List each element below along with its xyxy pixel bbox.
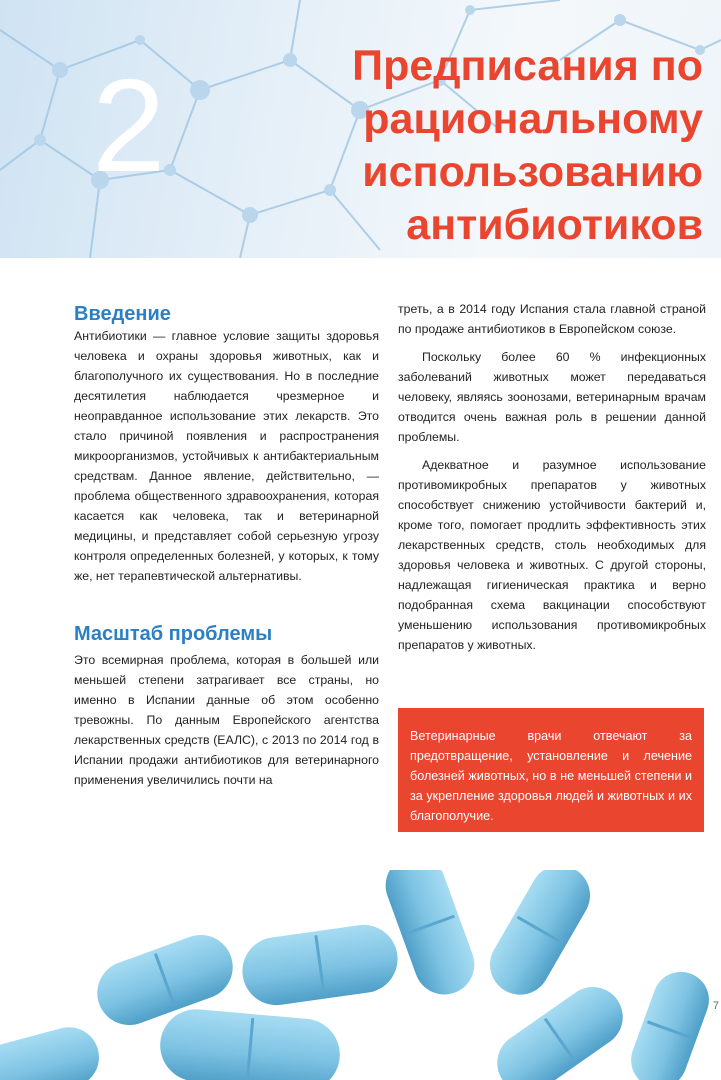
pills-illustration	[0, 870, 721, 1080]
callout-box	[398, 708, 704, 832]
title-line: Предписания по	[352, 42, 703, 90]
right-paragraph: треть, а в 2014 году Испания стала главной страной по продаже антибиотиков в Европейском союзе.	[398, 302, 706, 336]
pill-icon	[0, 1020, 106, 1080]
right-paragraph: Поскольку более 60 % инфекционных заболеваний животных может передаваться человеку, являясь зоонозами, ветеринарным врачам отводится очень важная роль в решении данной проблемы.	[398, 350, 706, 444]
intro-paragraph: Антибиотики — главное условие защиты здоровья человека и охраны здоровья животных, как и благополучного их существования. Но в последние десятилетия наблюдается чрезмерное и неоправданное использование этих лекарств. Это стало причиной появления и распространения микроорганизмов, устойчивых к антибактериальным средствам. Данное явление, действительно, —проблема общественного здравоохранения, которая касается как человека, так и ветеринарной медицины, и представляет собой серьезную угрозу контроля определенных болезней, у которых, к тому же, нет терапевтической альтернативы.	[74, 329, 379, 583]
pill-icon	[623, 964, 717, 1080]
title-line: антибиотиков	[406, 200, 703, 249]
pill-icon	[157, 1006, 343, 1080]
left-column	[74, 302, 379, 790]
callout-text: Ветеринарные врачи отвечают за предотвращение, установление и лечение болезней животных, но в не меньшей степени и за укрепление здоровья людей и животных и их благополучие.	[410, 729, 692, 823]
page-number: 7	[712, 1000, 719, 1012]
pill-icon	[479, 870, 601, 1006]
scale-heading: Масштаб проблемы	[74, 623, 273, 645]
right-paragraph: Адекватное и разумное использование противомикробных препаратов у животных способствует снижению устойчивости бактерий и, кроме того, помогает продлить эффективность этих лекарственных средств, столь необходимых для здоровья человека и животных. С другой стороны, надлежащая гигиеническая практика и верно подобранная схема вакцинации способствуют уменьшению использования противомикробных препаратов у животных.	[398, 458, 706, 652]
chapter-number: 2	[92, 52, 164, 199]
right-column	[398, 299, 706, 655]
scale-paragraph: Это всемирная проблема, которая в большей или меньшей степени затрагивает все страны, но именно в Испании данные об этом особенно тревожны. По данным Европейского агентства лекарственных средств (ЕАЛС), с 2013 по 2014 год в Испании продажи антибиотиков для ветеринарного применения увеличились почти на	[74, 653, 379, 787]
intro-heading: Введение	[74, 303, 171, 325]
title-line: использованию	[362, 147, 703, 196]
header-banner	[0, 0, 721, 258]
pill-icon	[238, 920, 402, 1009]
pill-icon	[377, 870, 483, 1003]
page-title	[283, 40, 703, 252]
title-line: рациональному	[363, 94, 703, 143]
